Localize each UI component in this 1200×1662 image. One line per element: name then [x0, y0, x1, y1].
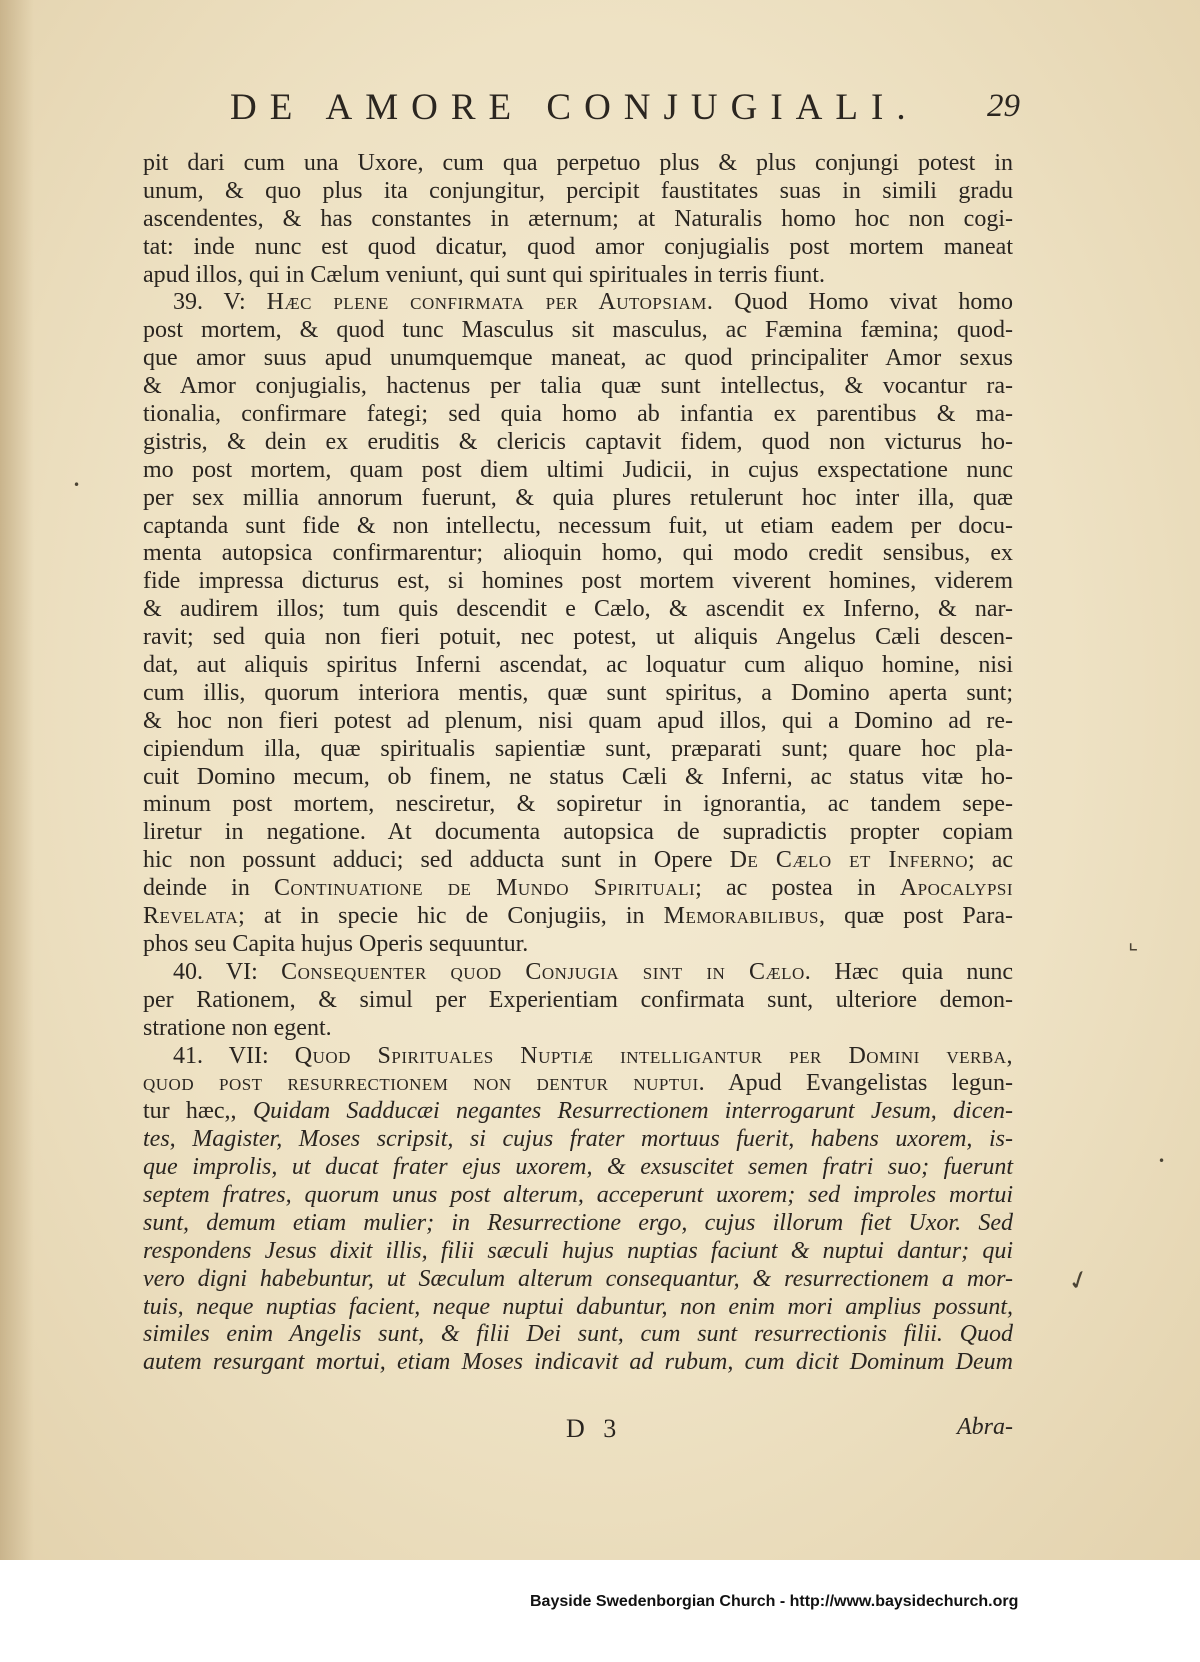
page-number: 29	[987, 88, 1020, 124]
work-title: Continuatione de Mundo Spirituali	[274, 875, 696, 902]
text-line: mo post mortem, quam post diem ultimi Judicii, in cujus exspectatione nunc	[143, 456, 1013, 483]
page-footer	[143, 1414, 1013, 1444]
text-line: minum post mortem, nesciretur, & sopiretur in ignorantia, ac tandem sepe-	[143, 791, 1013, 818]
quotation-line: autem resurgant mortui, etiam Moses indicavit ad rubum, cum dicit Dominum Deum	[143, 1349, 1013, 1376]
quotation-line: que improlis, ut ducat frater ejus uxorem, & exsuscitet semen fratri suo; fuerunt	[143, 1154, 1013, 1181]
website-credit: Bayside Swedenborgian Church - http://www.baysidechurch.org	[530, 1593, 1019, 1610]
text-fragment: , quæ post Para-	[819, 903, 1014, 930]
work-title: Revelata	[143, 903, 239, 930]
margin-mark: •	[1158, 1154, 1166, 1168]
paragraph-heading: Consequenter quod Conjugia sint in Cælo.	[281, 958, 812, 985]
text-line: cipiendum illa, quæ spiritualis sapientiæ sunt, præparati sunt; quare hoc pla-	[143, 735, 1013, 762]
text-line: unum, & quo plus ita conjungitur, percipit faustitates suas in simili gradu	[143, 177, 1013, 204]
text-line: tionalia, confirmare fategi; sed quia homo ab infantia ex parentibus & ma-	[143, 401, 1013, 428]
paragraph-number: 40. VI:	[173, 958, 258, 985]
quotation-line: septem fratres, quorum unus post alterum, acceperunt uxorem; sed improles mortui	[143, 1181, 1013, 1208]
text-fragment: tur hæc,,	[143, 1098, 237, 1125]
text-line: ascendentes, & has constantes in æternum; at Naturalis homo hoc non cogi-	[143, 205, 1013, 232]
quotation: Quidam Sadducæi negantes Resurrectionem interrogarunt Jesum, dicen-	[252, 1098, 1014, 1125]
text-fragment: Hæc quia nunc	[834, 958, 1014, 985]
work-title: Memorabilibus	[663, 903, 820, 930]
text-line: post mortem, & quod tunc Masculus sit masculus, ac Fæmina fæmina; quod-	[143, 317, 1013, 344]
text-fragment: ; ac	[967, 847, 1013, 874]
text-line	[143, 903, 1013, 931]
text-line: pit dari cum una Uxore, cum qua perpetuo plus & plus conjungi potest in	[143, 150, 1013, 176]
paragraph-heading: Quod Spirituales Nuptiæ intelligantur per Domini verba,	[294, 1042, 1013, 1069]
text-fragment: Quod Homo vivat homo	[734, 289, 1014, 316]
text-line: liretur in negatione. At documenta autopsica de supradictis propter copiam	[143, 819, 1013, 846]
text-line	[143, 847, 1013, 875]
text-line: gistris, & dein ex eruditis & clericis captavit fidem, quod non victurus ho-	[143, 428, 1013, 455]
margin-mark: •	[73, 478, 81, 492]
paragraph-heading: Hæc plene confirmata per Autopsiam.	[266, 289, 714, 316]
text-line: stratione non egent.	[143, 1014, 332, 1041]
text-fragment: deinde in	[143, 875, 250, 902]
text-line: & hoc non fieri potest ad plenum, nisi quam apud illos, qui a Domino ad re-	[143, 707, 1013, 734]
text-line: phos seu Capita hujus Operis sequuntur.	[143, 930, 529, 957]
quotation-line: tes, Magister, Moses scripsit, si cujus frater mortuus fuerit, habens uxorem, is-	[143, 1126, 1013, 1153]
text-line: per Rationem, & simul per Experientiam confirmata sunt, ulteriore demon-	[143, 986, 1013, 1013]
work-title: De Cælo et Inferno	[729, 847, 968, 874]
quotation-line: tuis, neque nuptias facient, neque nuptui dabuntur, non enim mori amplius possunt,	[143, 1293, 1013, 1320]
text-line: cuit Domino mecum, ob finem, ne status Cæli & Inferni, ac status vitæ ho-	[143, 763, 1013, 790]
text-line: apud illos, qui in Cælum veniunt, qui sunt qui spirituales in terris fiunt.	[143, 261, 825, 288]
text-line: captanda sunt fide & non intellectu, necessum fuit, ut etiam eadem per docu-	[143, 512, 1013, 539]
text-line: cum illis, quorum interiora mentis, quæ sunt spiritus, a Domino aperta sunt;	[143, 679, 1013, 706]
page-header	[230, 86, 1020, 136]
signature-mark: D 3	[566, 1414, 623, 1443]
running-title: DE AMORE CONJUGIALI.	[230, 87, 919, 128]
paragraph-40-first-line	[143, 959, 1013, 987]
text-fragment: Apud Evangelistas legun-	[728, 1070, 1013, 1097]
text-fragment: ; ac postea in	[695, 875, 876, 902]
text-line: fide impressa dicturus est, si homines post mortem viverent homines, viderem	[143, 568, 1013, 595]
quotation-line: similes enim Angelis sunt, & filii Dei sunt, cum sunt resurrectionis filii. Quod	[143, 1321, 1013, 1348]
text-line	[143, 875, 1013, 903]
quotation-line: sunt, demum etiam mulier; in Resurrectione ergo, cujus illorum fiet Uxor. Sed	[143, 1209, 1013, 1236]
text-line: menta autopsica confirmarentur; alioquin homo, qui modo credit sensibus, ex	[143, 540, 1013, 567]
body-text	[143, 150, 1013, 1377]
text-fragment: ; at in specie hic de Conjugiis, in	[238, 903, 645, 930]
paragraph-41-first-line	[143, 1043, 1013, 1071]
text-line: dat, aut aliquis spiritus Inferni ascendat, ac loquatur cum aliquo homine, nisi	[143, 652, 1013, 679]
margin-mark: ✓	[1063, 1263, 1094, 1299]
text-line: ravit; sed quia non fieri potuit, nec potest, ut aliquis Angelus Cæli descen-	[143, 624, 1013, 651]
paragraph-heading: quod post resurrectionem non dentur nuptui.	[143, 1070, 706, 1097]
paragraph-39-first-line	[143, 289, 1013, 317]
text-fragment: hic non possunt adduci; sed adducta sunt in Opere	[143, 847, 713, 874]
quotation-line: respondens Jesus dixit illis, filii sæculi hujus nuptias faciunt & nuptui dantur; qui	[143, 1237, 1013, 1264]
text-line: tat: inde nunc est quod dicatur, quod amor conjugialis post mortem maneat	[143, 233, 1013, 260]
paragraph-number: 41. VII:	[173, 1042, 269, 1069]
work-title: Apocalypsi	[899, 875, 1014, 902]
text-line	[143, 1098, 1013, 1126]
text-line	[143, 1070, 1013, 1098]
margin-mark: ⌞	[1128, 930, 1139, 955]
text-line: per sex millia annorum fuerunt, & quia plures retulerunt hoc inter illa, quæ	[143, 484, 1013, 511]
text-line: & Amor conjugialis, hactenus per talia quæ sunt intellectus, & vocantur ra-	[143, 373, 1013, 400]
paragraph-number: 39. V:	[173, 289, 246, 316]
catchword: Abra-	[957, 1414, 1013, 1440]
text-line: que amor suus apud unumquemque maneat, ac quod principaliter Amor sexus	[143, 345, 1013, 372]
text-line: & audirem illos; tum quis descendit e Cælo, & ascendit ex Inferno, & nar-	[143, 596, 1013, 623]
quotation-line: vero digni habebuntur, ut Sæculum alterum consequantur, & resurrectionem a mor-	[143, 1265, 1013, 1292]
